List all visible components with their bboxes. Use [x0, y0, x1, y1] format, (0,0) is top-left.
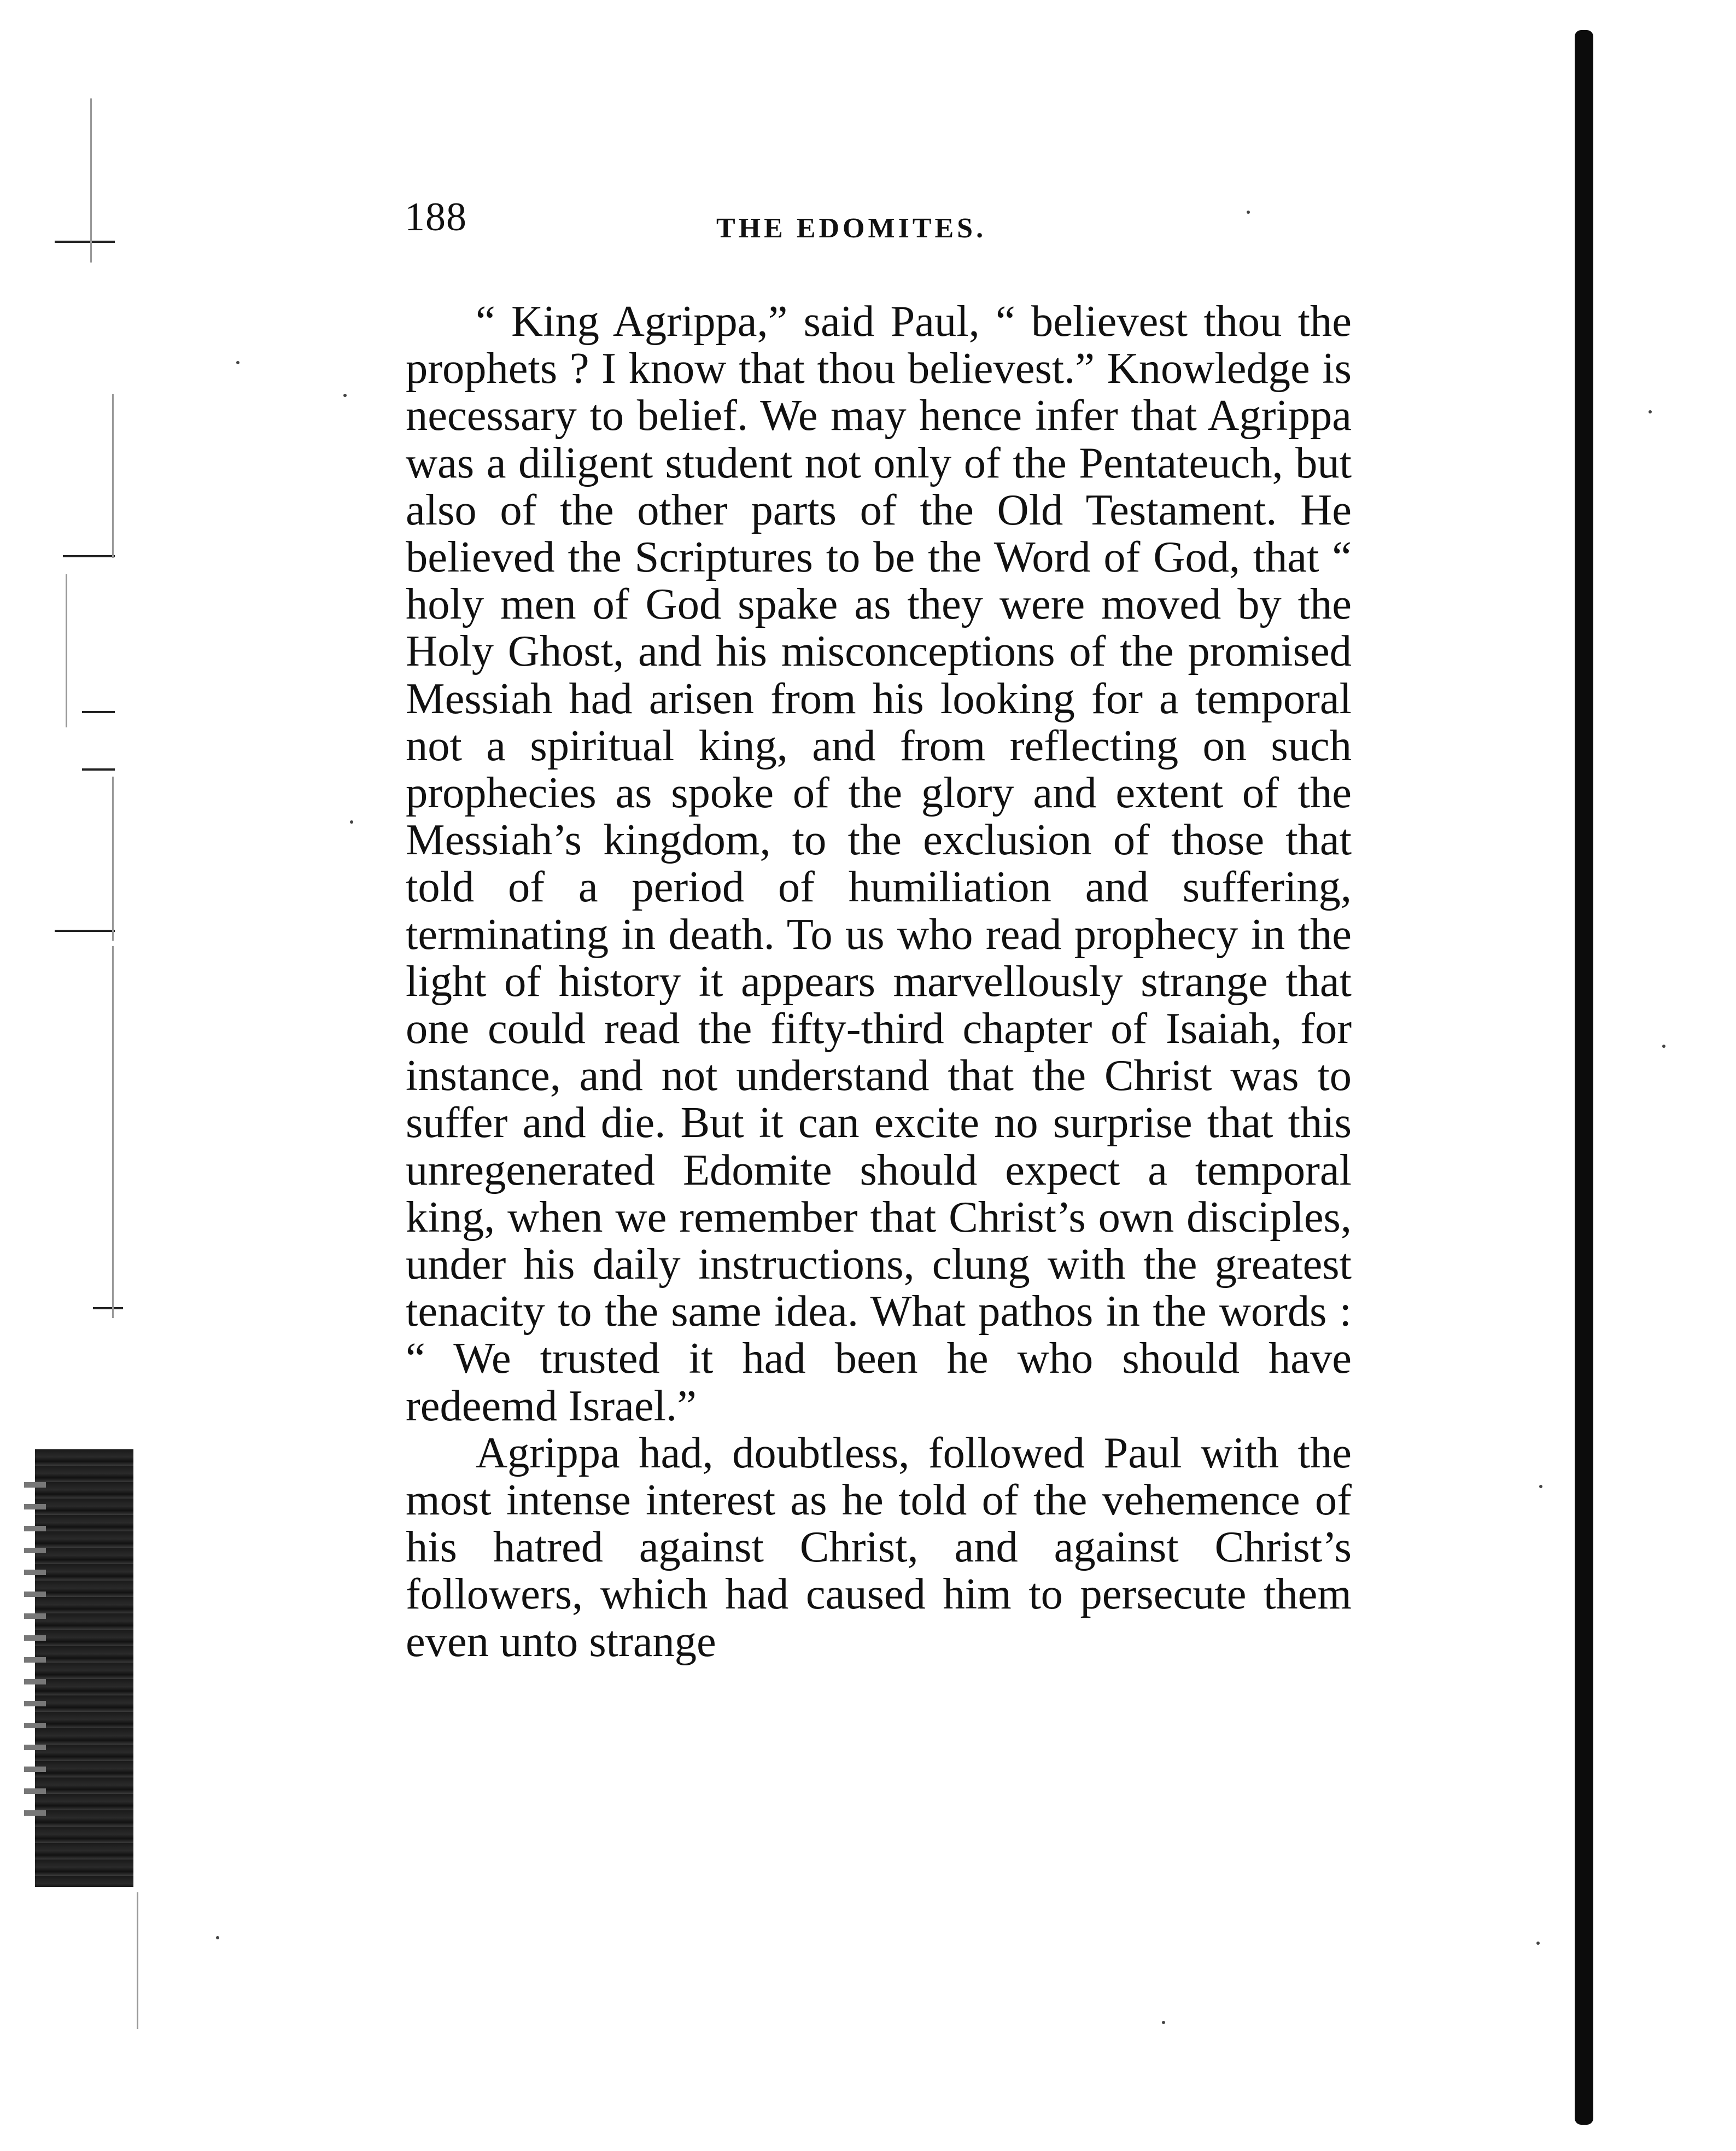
scan-line	[112, 946, 114, 1318]
scan-speck	[1662, 1045, 1665, 1048]
paragraph-1: “ King Agrippa,” said Paul, “ believest thou the prophets ? I know that thou believest.” Knowledge is necessary to belief. We may hence infer that Agrippa was a diligent student not only of the Pentateuch, but also of the other parts of the Old Testament. He believed the Scriptures to be the Word of God, that “ holy men of God spake as they were moved by the Holy Ghost, and his misconceptions of the promised Messiah had arisen from his looking for a temporal not a spiritual king, and from reflecting on such prophecies as spoke of the glory and extent of the Messiah’s kingdom, to the exclusion of those that told of a period of humiliation and suffering, terminating in death. To us who read prophecy in the light of history it appears marvellously strange that one could read the fifty-third chapter of Isaiah, for instance, and not understand that the Christ was to suffer and die. But it can excite no surprise that this unregenerated Edomite should expect a temporal king, when we remember that Christ’s own disciples, under his daily instructions, clung with the greatest tenacity to the same idea. What pathos in the words : “ We trusted it had been he who should have redeemd Israel.”	[406, 297, 1352, 1430]
margin-mark	[82, 711, 115, 713]
page-number: 188	[405, 195, 467, 240]
paragraph-2: Agrippa had, doubtless, followed Paul with the most intense interest as he told of the vehemence of his hatred against Christ, and against Christ’s followers, which had caused him to persecute them even unto strange	[406, 1428, 1352, 1666]
scan-speck	[216, 1936, 219, 1939]
scan-speck	[1649, 410, 1652, 413]
scan-line	[90, 98, 92, 263]
scan-line	[66, 574, 67, 727]
margin-mark	[63, 555, 115, 557]
scan-smudge	[35, 1449, 133, 1887]
scan-speck	[1539, 1485, 1542, 1488]
scan-line	[137, 1892, 138, 2029]
margin-mark	[55, 930, 115, 932]
margin-mark	[93, 1307, 123, 1309]
body-text	[406, 298, 1352, 1665]
scan-speck	[343, 394, 347, 397]
scan-speck	[1247, 211, 1250, 214]
binding-shadow	[1575, 30, 1593, 2125]
margin-mark	[55, 241, 115, 243]
running-head: THE EDOMITES.	[716, 213, 987, 244]
scan-speck	[350, 820, 353, 824]
scan-speck	[236, 361, 239, 364]
scan-speck	[1536, 1942, 1540, 1945]
scan-line	[112, 394, 114, 558]
scan-line	[112, 777, 114, 941]
margin-mark	[82, 768, 115, 771]
scan-speck	[1162, 2021, 1165, 2024]
